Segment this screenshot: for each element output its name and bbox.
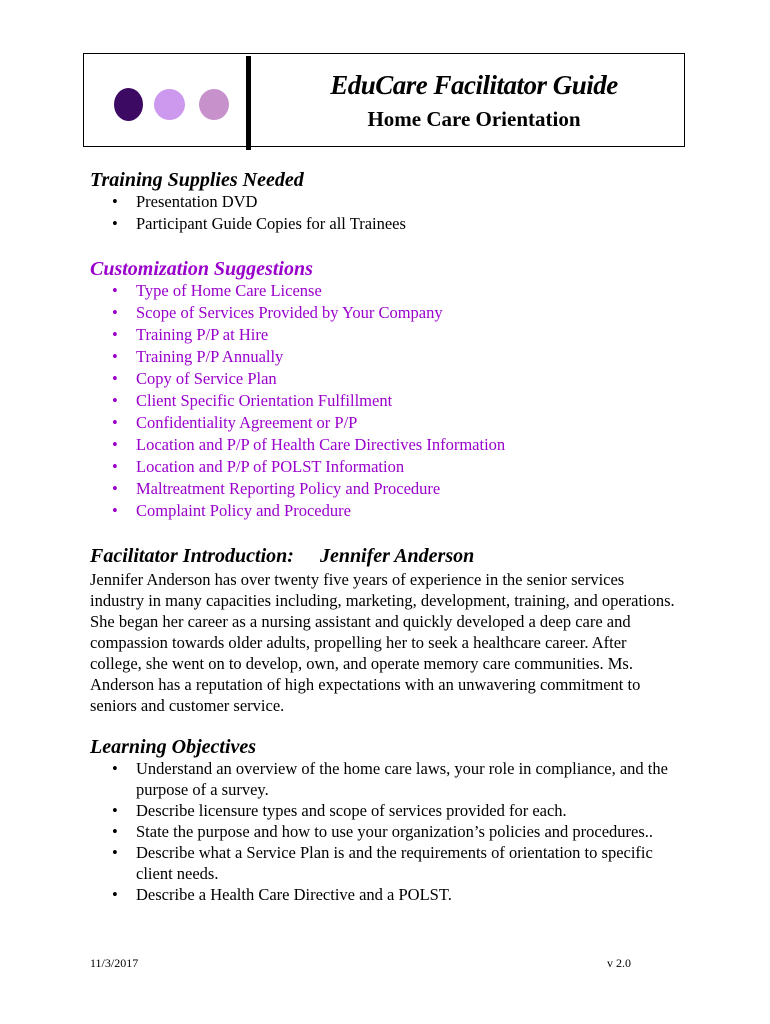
supplies-heading: Training Supplies Needed (90, 169, 304, 191)
list-item: • Location and P/P of POLST Information (90, 456, 690, 478)
list-item: • Complaint Policy and Procedure (90, 500, 690, 522)
lavender-dot-icon (154, 89, 185, 120)
header-box (83, 53, 685, 147)
customization-list (90, 280, 690, 522)
header-divider (246, 56, 251, 150)
page-subtitle: Home Care Orientation (367, 107, 581, 131)
facilitator-bio: Jennifer Anderson has over twenty five years of experience in the senior services industry in many capacities including, marketing, development, training, and operations. She began her career as a nursing assistant and quickly developed a deep care and compassion towards older adults, propelling her to seek a healthcare career. After college, she went on to develop, own, and operate memory care communities. Ms. Anderson has a reputation of high expectations with an unwavering commitment to seniors and customer service. (90, 570, 675, 715)
footer-date: 11/3/2017 (90, 956, 139, 970)
list-item: • Scope of Services Provided by Your Company (90, 302, 690, 324)
objectives-heading: Learning Objectives (90, 736, 257, 758)
customization-section (90, 258, 690, 522)
list-item: • Location and P/P of Health Care Directives Information (90, 434, 690, 456)
list-item: • State the purpose and how to use your organization’s policies and procedures.. (90, 821, 690, 842)
supplies-section (90, 169, 690, 235)
objectives-section (90, 736, 690, 905)
footer-version: v 2.0 (607, 956, 631, 970)
list-item: • Client Specific Orientation Fulfillment (90, 390, 690, 412)
list-item: • Type of Home Care License (90, 280, 690, 302)
page-title: EduCare Facilitator Guide (330, 70, 618, 100)
list-item: • Presentation DVD (90, 191, 690, 213)
list-item: • Training P/P at Hire (90, 324, 690, 346)
list-item: • Describe licensure types and scope of services provided for each. (90, 800, 690, 821)
list-item: • Maltreatment Reporting Policy and Procedure (90, 478, 690, 500)
customization-heading: Customization Suggestions (90, 258, 313, 280)
list-item: • Describe a Health Care Directive and a POLST. (90, 884, 690, 905)
list-item: • Understand an overview of the home care laws, your role in compliance, and the purpose of a survey. (90, 758, 690, 800)
list-item: • Confidentiality Agreement or P/P (90, 412, 690, 434)
list-item: • Training P/P Annually (90, 346, 690, 368)
facilitator-name: Jennifer Anderson (319, 545, 475, 567)
facilitator-heading (90, 545, 690, 567)
facilitator-section (90, 545, 690, 716)
mauve-dot-icon (199, 89, 229, 120)
list-item: • Describe what a Service Plan is and the requirements of orientation to specific client needs. (90, 842, 690, 884)
facilitator-label: Facilitator Introduction: (90, 545, 294, 567)
dark-purple-dot-icon (114, 88, 143, 121)
supplies-list (90, 191, 690, 235)
objectives-list (90, 758, 690, 905)
list-item: • Participant Guide Copies for all Trainees (90, 213, 690, 235)
list-item: • Copy of Service Plan (90, 368, 690, 390)
